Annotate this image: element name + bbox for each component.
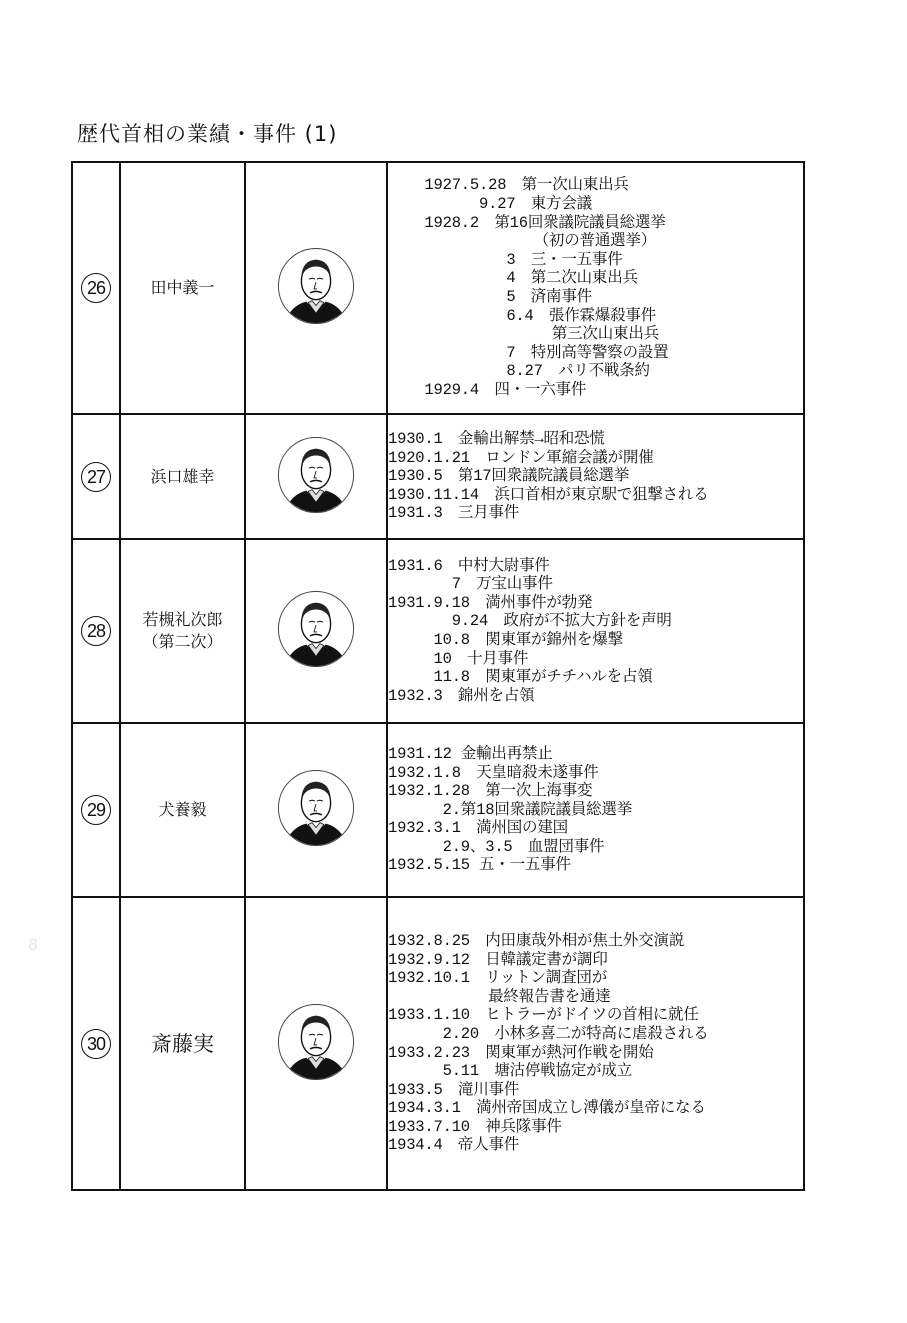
event-line: 5 済南事件: [388, 288, 592, 306]
table-row: [72, 414, 804, 539]
page-title: 歴代首相の業績・事件 (1): [77, 122, 338, 146]
event-line: 1931.3 三月事件: [388, 504, 520, 523]
event-line: 1933.2.23 関東軍が熱河作戦を開始: [388, 1043, 654, 1062]
table-row: [72, 723, 804, 897]
event-line: 10.8 関東軍が錦州を爆撃: [388, 631, 623, 649]
portrait-inukai-tsuyoshi-icon: [277, 769, 355, 847]
event-line: 1934.3.1 満州帝国成立し溥儀が皇帝になる: [388, 1099, 706, 1118]
pm-name-sub: （第二次）: [142, 632, 223, 651]
event-line: 8.27 パリ不戦条約: [388, 362, 650, 381]
event-line: 7 特別高等警察の設置: [388, 343, 669, 362]
event-line: 5.11 塘沽停戦協定が成立: [388, 1062, 633, 1081]
portrait-wakatsuki-reijiro-icon: [277, 590, 355, 668]
portrait-tanaka-giichi-icon: [277, 247, 355, 325]
event-line: 1931.6 中村大尉事件: [388, 556, 550, 575]
portrait-saito-makoto-icon: [277, 1003, 355, 1081]
pm-number: 26: [81, 273, 111, 303]
margin-mark: 8: [28, 935, 39, 954]
prime-ministers-table: [71, 161, 805, 1191]
event-line: 2.20 小林多喜二が特高に虐殺される: [388, 1024, 709, 1043]
event-line: 1920.1.21 ロンドン軍縮会議が開催: [388, 448, 654, 467]
pm-number: 30: [81, 1029, 111, 1059]
event-line: 1932.9.12 日韓議定書が調印: [388, 950, 608, 969]
pm-number-cell: [72, 162, 120, 414]
event-line: 2.9、3.5 血盟団事件: [388, 837, 605, 856]
event-line: （初の普通選挙）: [388, 232, 657, 251]
pm-number: 27: [81, 462, 111, 492]
event-line: 1934.4 帝人事件: [388, 1136, 520, 1155]
event-line: 11.8 関東軍がチチハルを占領: [388, 668, 653, 687]
pm-events-cell: [387, 897, 804, 1190]
event-line: 1930.11.14 浜口首相が東京駅で狙撃される: [388, 485, 709, 504]
pm-number-cell: [72, 414, 120, 539]
pm-number: 28: [81, 616, 111, 646]
pm-portrait-cell: [245, 897, 387, 1190]
pm-number-cell: [72, 539, 120, 723]
pm-name-cell: [120, 162, 245, 414]
event-line: 4 第二次山東出兵: [388, 269, 638, 288]
pm-name: 犬養毅: [158, 800, 207, 819]
pm-number-cell: [72, 897, 120, 1190]
event-line: 1927.5.28 第一次山東出兵: [388, 176, 629, 195]
event-line: 1933.1.10 ヒトラーがドイツの首相に就任: [388, 1006, 699, 1025]
event-line: 1930.5 第17回衆議院議員総選挙: [388, 467, 630, 486]
event-line: 1931.9.18 満州事件が勃発: [388, 593, 593, 612]
event-line: 10 十月事件: [388, 649, 529, 668]
event-line: 9.27 東方会議: [388, 195, 592, 214]
pm-name-cell: [120, 414, 245, 539]
event-line: 最終報告書を通達: [388, 987, 611, 1006]
event-line: 1933.5 滝川事件: [388, 1080, 520, 1099]
pm-number-cell: [72, 723, 120, 897]
event-line: 1928.2 第16回衆議院議員総選挙: [388, 213, 666, 232]
event-line: 2.第18回衆議院議員総選挙: [388, 800, 633, 819]
pm-name-cell: [120, 723, 245, 897]
event-line: 1932.1.28 第一次上海事変: [388, 782, 593, 801]
pm-name-cell: [120, 539, 245, 723]
pm-name: 田中義一: [150, 278, 215, 297]
pm-events-cell: [387, 162, 804, 414]
event-line: 1929.4 四・一六事件: [388, 380, 587, 399]
event-line: 3 三・一五事件: [388, 250, 623, 269]
event-line: 7 万宝山事件: [388, 575, 553, 594]
event-line: 1931.12 金輸出再禁止: [388, 744, 553, 763]
table-row: [72, 539, 804, 723]
pm-portrait-cell: [245, 414, 387, 539]
pm-name-cell: [120, 897, 245, 1190]
event-line: 1932.10.1 リットン調査団が: [388, 969, 607, 988]
event-line: 1932.3 錦州を占領: [388, 686, 535, 705]
pm-name: 浜口雄幸: [150, 466, 215, 486]
pm-events-cell: [387, 723, 804, 897]
table-row: [72, 162, 804, 414]
event-line: 1930.1 金輸出解禁→昭和恐慌: [388, 430, 605, 449]
event-line: 1932.8.25 内田康哉外相が焦土外交演説: [388, 931, 685, 950]
event-line: 第三次山東出兵: [388, 325, 659, 344]
event-line: 1932.5.15 五・一五事件: [388, 856, 571, 875]
event-line: 9.24 政府が不拡大方針を声明: [388, 612, 672, 631]
pm-events-cell: [387, 539, 804, 723]
event-line: 1932.1.8 天皇暗殺未遂事件: [388, 763, 599, 782]
pm-portrait-cell: [245, 162, 387, 414]
event-line: 6.4 張作霖爆殺事件: [388, 306, 657, 325]
table-row: [72, 897, 804, 1190]
portrait-hamaguchi-osachi-icon: [277, 436, 355, 514]
event-line: 1932.3.1 満州国の建国: [388, 819, 568, 838]
pm-portrait-cell: [245, 723, 387, 897]
pm-events-cell: [387, 414, 804, 539]
pm-name: 若槻礼次郎: [142, 610, 223, 629]
pm-name: 斎藤実: [151, 1031, 214, 1056]
event-line: 1933.7.10 神兵隊事件: [388, 1117, 562, 1136]
pm-portrait-cell: [245, 539, 387, 723]
pm-number: 29: [81, 795, 111, 825]
